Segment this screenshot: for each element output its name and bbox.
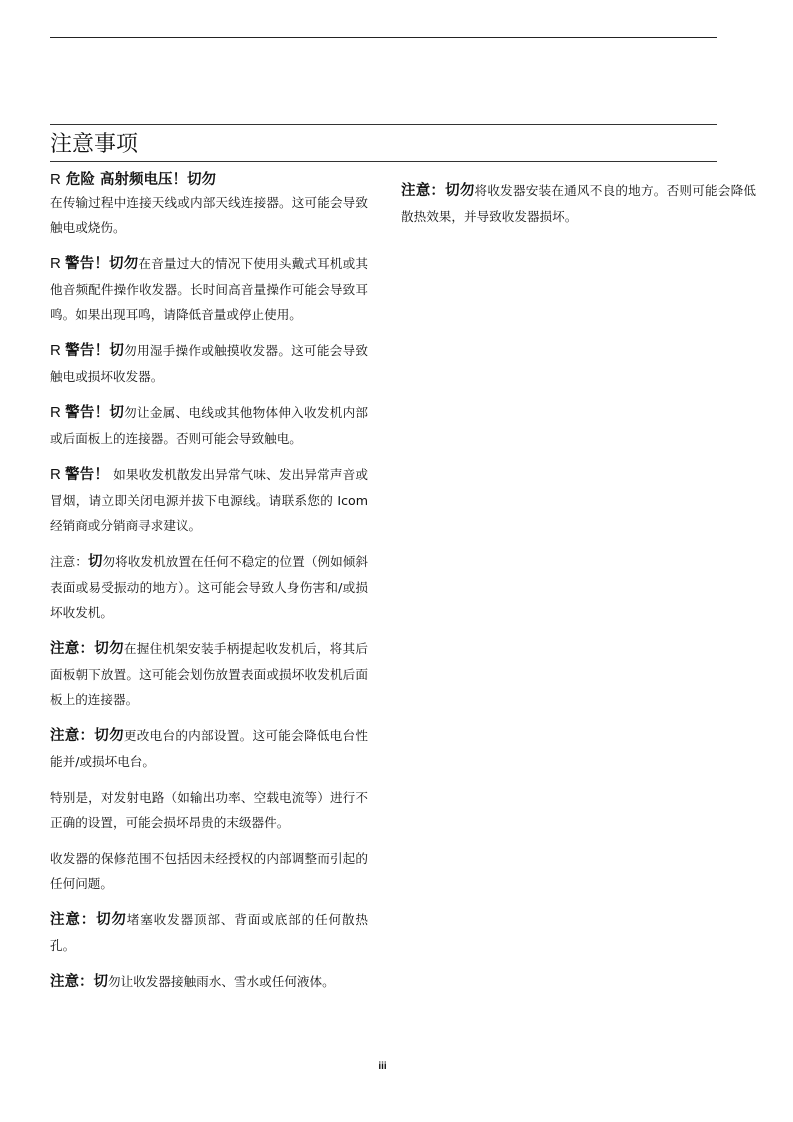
caution-notice-internal-settings <box>50 723 368 774</box>
left-column <box>50 170 368 995</box>
caution-body: 更改电台的内部设置。这可能会降低电台性能并/或损坏电台。 <box>50 728 369 769</box>
warning-body: 如果收发机散发出异常气味、发出异常声音或冒烟，请立即关闭电源并拔下电源线。请联系您的 Icom 经销商或分销商寻求建议。 <box>50 467 368 533</box>
note-transmit-circuit: 特别是，对发射电路（如输出功率、空载电流等）进行不正确的设置，可能会损坏昂贵的末级器件。 <box>50 790 368 830</box>
warning-notice-metal-objects <box>50 400 368 451</box>
danger-heading <box>50 170 368 190</box>
warning-lead: 警告！切勿 <box>65 256 139 272</box>
caution-body: 将收发器安装在通风不良的地方。否则可能会降低散热效果，并导致收发器损坏。 <box>401 183 757 224</box>
warning-symbol: R <box>50 342 61 359</box>
caution-body: 在握住机架安装手柄提起收发机后，将其后面板朝下放置。这可能会划伤放置表面或损坏收发机后面板上的连接器。 <box>50 641 369 707</box>
warning-symbol: R <box>50 466 61 483</box>
danger-lead: 危险 高射频电压！切勿 <box>65 172 216 188</box>
warning-notice-headphones <box>50 251 368 327</box>
danger-notice <box>50 170 368 240</box>
right-column <box>401 178 756 229</box>
caution-notice-vents <box>50 907 368 958</box>
caution-lead: 注意：切勿 <box>50 641 124 657</box>
caution-lead: 注意：切勿 <box>50 912 127 928</box>
title-rule-bottom <box>50 161 717 162</box>
caution-body: 堵塞收发器顶部、背面或底部的任何散热孔。 <box>50 912 369 953</box>
caution-notice-ventilation <box>401 178 756 229</box>
danger-body: 在传输过程中连接天线或内部天线连接器。这可能会导致触电或烧伤。 <box>50 195 368 235</box>
warning-body: 勿让金属、电线或其他物体伸入收发机内部或后面板上的连接器。否则可能会导致触电。 <box>50 405 369 446</box>
warning-body: 在音量过大的情况下使用头戴式耳机或其他音频配件操作收发器。长时间高音量操作可能会导致耳鸣。如果出现耳鸣，请降低音量或停止使用。 <box>50 256 368 322</box>
caution-prefix: 注意： <box>50 554 88 569</box>
warning-symbol: R <box>50 255 61 272</box>
caution-body: 勿将收发机放置在任何不稳定的位置（例如倾斜表面或易受振动的地方）。这可能会导致人身伤害和/或损坏收发机。 <box>50 554 369 620</box>
warning-symbol: R <box>50 171 61 188</box>
warning-symbol: R <box>50 404 61 421</box>
warning-lead: 警告！切 <box>65 405 125 421</box>
title-rule-top <box>50 124 717 125</box>
warning-lead: 警告！ <box>65 467 109 483</box>
caution-body: 勿让收发器接触雨水、雪水或任何液体。 <box>108 974 335 989</box>
caution-notice-rack-handles <box>50 636 368 712</box>
page-number: iii <box>378 1061 387 1072</box>
caution-lead: 注意：切勿 <box>401 183 475 199</box>
caution-notice-liquids <box>50 969 368 995</box>
warning-notice-wet-hands <box>50 338 368 389</box>
caution-lead: 注意：切勿 <box>50 728 124 744</box>
note-warranty: 收发器的保修范围不包括因未经授权的内部调整而引起的任何问题。 <box>50 851 368 891</box>
header-rule <box>50 37 717 38</box>
page-title: 注意事项 <box>50 132 139 157</box>
caution-notice-unstable <box>50 549 368 625</box>
caution-lead: 注意：切 <box>50 974 108 990</box>
warning-notice-smoke <box>50 462 368 538</box>
warning-body: 勿用湿手操作或触摸收发器。这可能会导致触电或损坏收发器。 <box>50 343 369 384</box>
warning-lead: 警告！切 <box>65 343 125 359</box>
caution-lead: 切 <box>87 554 103 570</box>
